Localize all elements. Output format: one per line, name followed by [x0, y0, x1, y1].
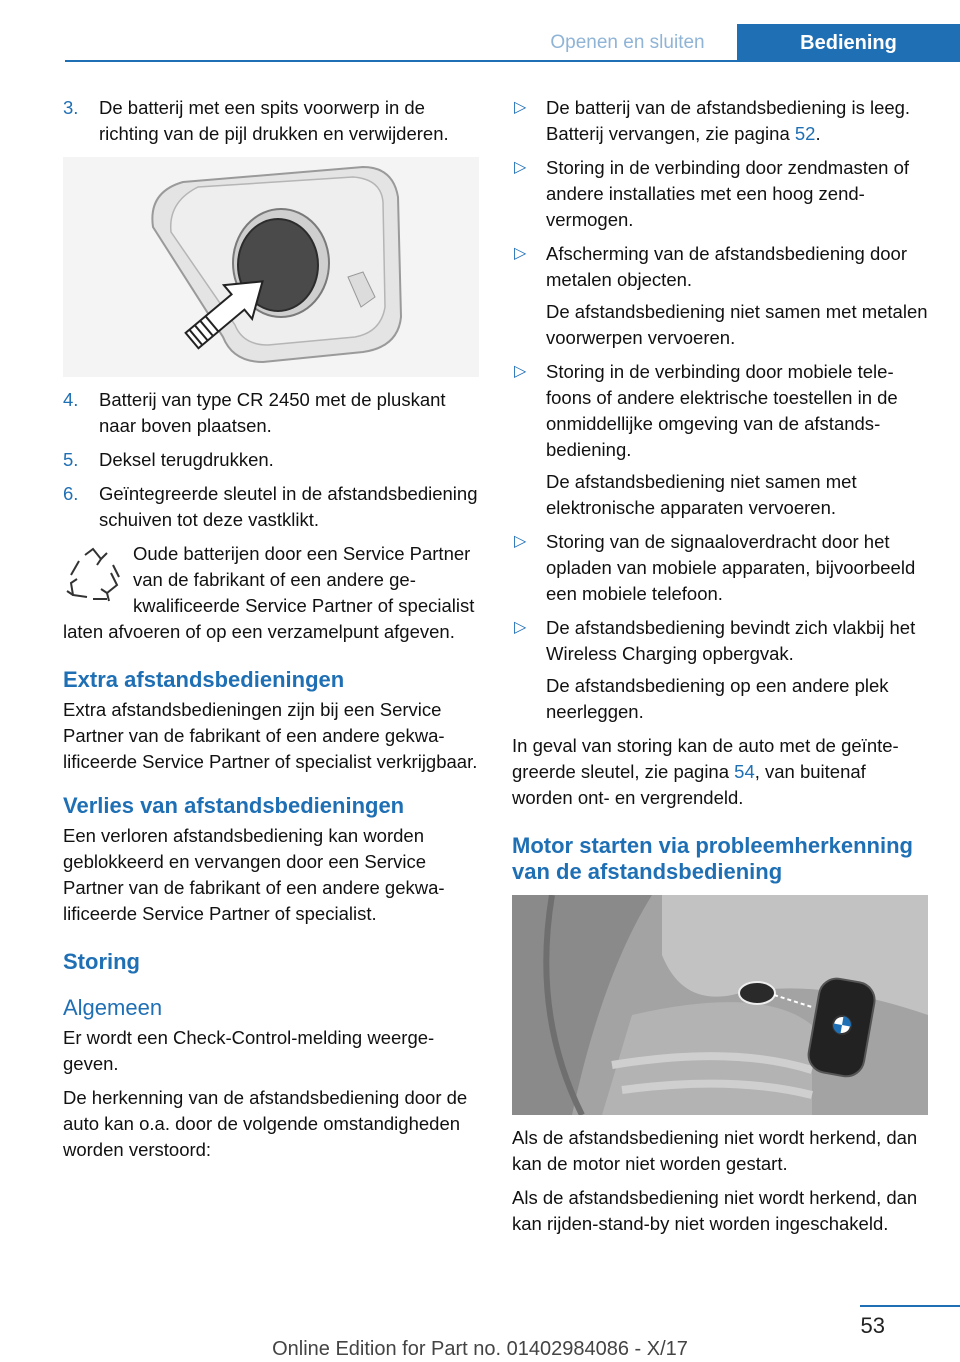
paragraph-extra: Extra afstandsbedieningen zijn bij een Service Partner van de fabrikant of een andere gekwalificeerde Service Partner of specialist verkrijgbaar.	[63, 699, 478, 772]
step-3	[63, 95, 481, 147]
page-link-54[interactable]: 54	[734, 761, 755, 782]
bullet-charging	[512, 529, 930, 607]
ignition-illustration	[512, 895, 928, 1115]
paragraph-loss: Een verloren afstandsbediening kan worden geblokkeerd en vervangen door een Service Partner van de fabrikant of een andere gekwalificeerde Service Partner of specialist.	[63, 825, 445, 924]
bullet-mobile-phones	[512, 359, 930, 521]
tab-openen-en-sluiten[interactable]: Openen en sluiten	[550, 32, 705, 53]
step-number: 3.	[63, 97, 79, 118]
bullet-icon: ▷	[514, 363, 527, 380]
ignition-figure	[512, 895, 928, 1115]
step-6	[63, 481, 481, 533]
paragraph-motor-2: Als de afstandsbediening niet wordt herkend, dan kan rijden-stand-by niet worden ingeschakeld.	[512, 1187, 918, 1234]
edition-footer: Online Edition for Part no. 01402984086 - X/17	[272, 1338, 688, 1360]
environment-note	[63, 541, 481, 645]
heading-loss: Verlies van afstandsbedieningen	[63, 793, 405, 818]
bullet-text: Storing in de verbinding door zendmasten of andere installaties met een hoog zendvermogen.	[546, 157, 910, 230]
paragraph-algemeen: Er wordt een Check-Control-melding weergegeven.	[63, 1027, 435, 1074]
bullet-icon: ▷	[514, 619, 527, 636]
bullet-subtext: De afstandsbediening niet samen met elektronische apparaten vervoeren.	[546, 471, 857, 518]
paragraph-fallback	[512, 733, 930, 811]
bullet-battery-empty	[512, 95, 930, 147]
heading-storing: Storing	[63, 949, 140, 974]
step-number: 5.	[63, 449, 79, 470]
step-text: De batterij met een spits voorwerp in de richting van de pijl drukken en verwijderen.	[99, 97, 449, 144]
bullet-text: De afstandsbediening bevindt zich vlakbij het Wireless Charging opbergvak.	[546, 617, 916, 664]
left-column	[63, 95, 481, 1171]
heading-motor: Motor starten via probleemherkenning van de afstandsbediening	[512, 833, 913, 884]
bullet-text: Storing in de verbinding door mobiele telefoons of andere elektrische toestellen in de onmiddellijke omgeving van de afstandsbediening.	[546, 361, 898, 460]
fallback-text-end: , van buitenaf worden ont- en vergrendeld.	[512, 761, 866, 808]
bullet-shielding	[512, 241, 930, 351]
footer-rule	[860, 1305, 960, 1307]
tab-bediening[interactable]: Bediening	[737, 24, 960, 62]
heading-extra: Extra afstandsbedieningen	[63, 667, 345, 692]
bullet-subtext: De afstandsbediening niet samen met metalen voorwerpen vervoeren.	[546, 301, 928, 348]
paragraph-herkenning: De herkenning van de afstandsbediening door de auto kan o.a. door de volgende omstandigheden worden verstoord:	[63, 1087, 468, 1160]
bullet-text: Afscherming van de afstandsbediening door metalen objecten.	[546, 243, 907, 290]
bullet-transmitters	[512, 155, 930, 233]
bullet-icon: ▷	[514, 245, 527, 262]
bullet-wireless-charging	[512, 615, 930, 725]
step-number: 4.	[63, 389, 79, 410]
bullet-subtext: De afstandsbediening op een andere plek neerleggen.	[546, 675, 889, 722]
bullet-icon: ▷	[514, 99, 527, 116]
key-battery-illustration	[63, 157, 479, 377]
step-number: 6.	[63, 483, 79, 504]
bullet-text-end: .	[815, 123, 821, 144]
bullet-icon: ▷	[514, 159, 527, 176]
step-text: Batterij van type CR 2450 met de pluskant naar boven plaatsen.	[99, 389, 446, 436]
step-4	[63, 387, 481, 439]
step-5	[63, 447, 481, 473]
bullet-text: De batterij van de afstandsbediening is leeg. Batterij vervangen, zie pagina	[546, 97, 911, 144]
bullet-text: Storing van de signaaloverdracht door het opladen van mobiele apparaten, bijvoorbeeld een mobiele telefoon.	[546, 531, 916, 604]
page-number: 53	[860, 1313, 885, 1338]
paragraph-motor-1: Als de afstandsbediening niet wordt herkend, dan kan de motor niet worden gestart.	[512, 1127, 918, 1174]
bullet-icon: ▷	[514, 533, 527, 550]
fallback-text: In geval van storing kan de auto met de geïntegreerde sleutel, zie pagina	[512, 735, 899, 782]
key-battery-figure	[63, 157, 479, 377]
step-text: Deksel terugdrukken.	[99, 449, 274, 470]
header-rule	[65, 60, 960, 62]
page-link-52[interactable]: 52	[794, 123, 816, 144]
heading-algemeen: Algemeen	[63, 995, 163, 1020]
right-column	[512, 95, 930, 1245]
step-text: Geïntegreerde sleutel in de afstandsbediening schuiven tot deze vastklikt.	[99, 483, 478, 530]
note-text: Oude batterijen door een Service Partner van de fabrikant of een andere gekwalificeerde Service Partner of specialist laten afvoeren of op een verzamelpunt afgeven.	[63, 543, 475, 642]
recycle-icon	[63, 545, 123, 605]
